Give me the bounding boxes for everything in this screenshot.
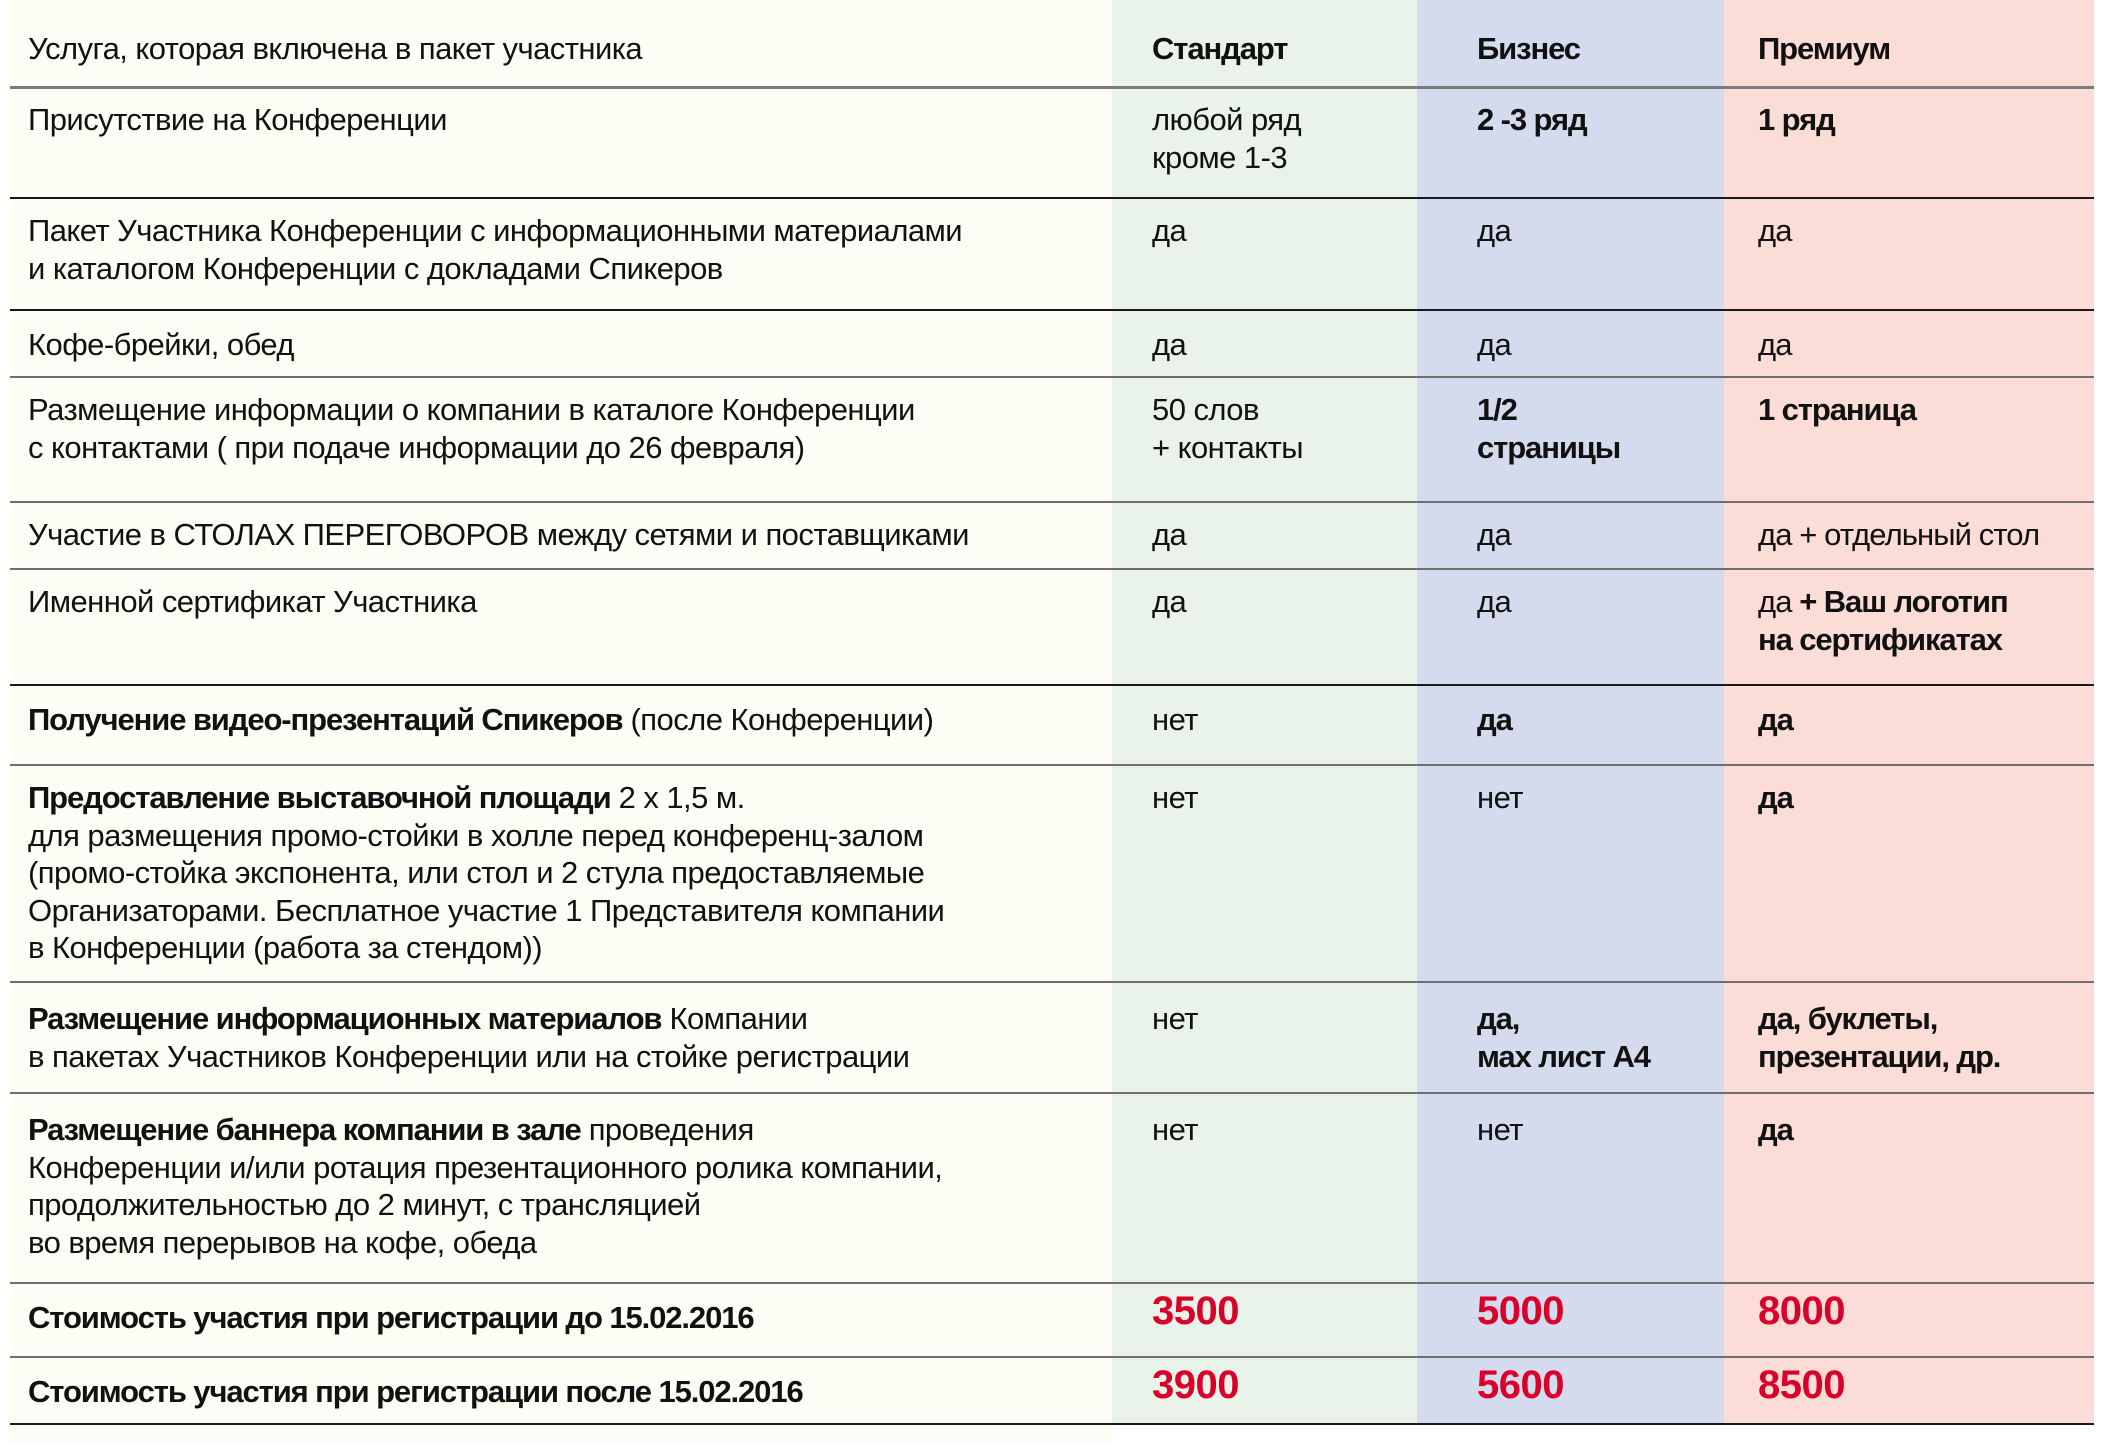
cell-text: на сертификатах	[1758, 621, 2002, 657]
row-separator	[10, 1356, 2094, 1358]
cell-text: презентации, др.	[1758, 1038, 2001, 1074]
table-row	[10, 1093, 2094, 1283]
cell-line	[1758, 391, 2094, 429]
row-separator	[10, 684, 2094, 686]
cell-line	[1152, 779, 1422, 817]
cell-line	[28, 429, 1118, 467]
cell-line	[1477, 429, 1727, 467]
cell-line	[1758, 1000, 2094, 1038]
cell-text: + контакты	[1152, 429, 1303, 465]
cell-text: Стоимость участия при регистрации после 15.02.2016	[28, 1374, 803, 1409]
cell-text: для размещения промо-стойки в холле перед конференц-залом	[28, 817, 924, 853]
cell-line	[28, 817, 1118, 855]
cell-line	[1152, 139, 1422, 177]
cell-line	[1477, 1363, 1727, 1407]
cell-standard	[1152, 569, 1422, 685]
cell-line	[28, 250, 1118, 288]
cell-line	[28, 1186, 1118, 1224]
cell-line	[1152, 583, 1422, 621]
cell-text: да,	[1477, 1001, 1520, 1036]
cell-line	[1152, 429, 1422, 467]
cell-line	[1477, 326, 1727, 364]
cell-text: Размещение информационных материалов	[28, 1001, 662, 1036]
cell-premium	[1758, 1283, 2094, 1357]
cell-text: да	[1477, 327, 1512, 362]
cell-service	[28, 569, 1118, 685]
cell-line	[28, 1111, 1118, 1149]
cell-service	[28, 198, 1118, 310]
cell-line	[1758, 1111, 2094, 1149]
cell-text: нет	[1152, 1001, 1198, 1036]
cell-premium	[1758, 685, 2094, 765]
cell-line	[1152, 212, 1422, 250]
header-separator	[10, 86, 2094, 89]
cell-line	[1758, 101, 2094, 139]
cell-line	[28, 1373, 1118, 1411]
cell-premium	[1758, 502, 2094, 569]
cell-line	[28, 583, 1118, 621]
cell-text: нет	[1152, 702, 1198, 737]
header-business	[1477, 0, 1727, 87]
cell-business	[1477, 377, 1727, 502]
cell-line	[1152, 1111, 1422, 1149]
cell-service	[28, 377, 1118, 502]
cell-standard	[1152, 377, 1422, 502]
cell-text: да + отдельный стол	[1758, 517, 2040, 552]
row-separator	[10, 197, 2094, 199]
cell-line	[28, 929, 1118, 967]
cell-text: Конференции и/или ротация презентационного ролика компании,	[28, 1149, 943, 1185]
cell-standard	[1152, 198, 1422, 310]
table-bottom-border	[10, 1423, 2094, 1425]
cell-text: да	[1152, 584, 1187, 619]
cell-premium	[1758, 982, 2094, 1093]
cell-line	[1477, 1000, 1727, 1038]
table-row	[10, 569, 2094, 685]
cell-line	[1758, 212, 2094, 250]
cell-text: Стоимость участия при регистрации до 15.02.2016	[28, 1300, 754, 1335]
price-value: 5600	[1477, 1363, 1564, 1407]
cell-business	[1477, 502, 1727, 569]
cell-text: с контактами ( при подаче информации до 26 февраля)	[28, 429, 805, 465]
cell-text: Размещение информации о компании в каталоге Конференции	[28, 392, 915, 427]
cell-line	[1758, 779, 2094, 817]
price-value: 3500	[1152, 1289, 1239, 1333]
cell-text: страницы	[1477, 429, 1621, 465]
cell-line	[28, 1000, 1118, 1038]
header-standard	[1152, 0, 1422, 87]
cell-text: Присутствие на Конференции	[28, 102, 447, 137]
cell-text: Компании	[661, 1001, 808, 1036]
row-separator	[10, 764, 2094, 766]
cell-service	[28, 685, 1118, 765]
cell-line	[1477, 391, 1727, 429]
cell-line	[1152, 1000, 1422, 1038]
cell-text: да	[1152, 327, 1187, 362]
cell-line	[28, 1149, 1118, 1187]
table-row	[10, 765, 2094, 982]
cell-line	[28, 212, 1118, 250]
cell-line	[1758, 583, 2094, 621]
cell-line	[1758, 621, 2094, 659]
cell-line	[28, 1038, 1118, 1076]
header-service	[28, 0, 1118, 87]
cell-text: да	[1477, 213, 1512, 248]
cell-text: проведения	[580, 1112, 754, 1147]
cell-text: 50 слов	[1152, 392, 1259, 427]
cell-text: да, буклеты,	[1758, 1001, 1938, 1036]
cell-text: Организаторами. Бесплатное участие 1 Представителя компании	[28, 892, 945, 928]
cell-text: да	[1477, 702, 1512, 737]
cell-line	[28, 326, 1118, 364]
cell-premium	[1758, 87, 2094, 198]
cell-text: Участие в СТОЛАХ ПЕРЕГОВОРОВ между сетями и поставщиками	[28, 517, 969, 552]
cell-line	[28, 516, 1118, 554]
cell-premium	[1758, 765, 2094, 982]
cell-premium	[1758, 198, 2094, 310]
cell-line	[1477, 212, 1727, 250]
cell-standard	[1152, 982, 1422, 1093]
cell-text: Размещение баннера компании в зале	[28, 1112, 581, 1147]
cell-premium	[1758, 1357, 2094, 1424]
cell-line	[1758, 1363, 2094, 1407]
table-row	[10, 310, 2094, 377]
cell-line	[1477, 1289, 1727, 1333]
cell-business	[1477, 569, 1727, 685]
cell-text: в Конференции (работа за стендом))	[28, 930, 543, 965]
cell-text: Получение видео-презентаций Спикеров	[28, 702, 623, 737]
cell-service	[28, 1357, 1118, 1424]
cell-text: да	[1758, 584, 1800, 619]
cell-premium	[1758, 377, 2094, 502]
cell-text: да	[1758, 213, 1792, 248]
row-separator	[10, 376, 2094, 378]
cell-text: 1 ряд	[1758, 102, 1835, 137]
cell-text: нет	[1152, 1112, 1198, 1147]
table-row	[10, 198, 2094, 310]
cell-service	[28, 765, 1118, 982]
cell-text: (промо-стойка экспонента, или стол и 2 стула предоставляемые	[28, 855, 925, 890]
price-value: 8500	[1758, 1363, 1845, 1407]
cell-line	[1477, 779, 1727, 817]
cell-text: и каталогом Конференции с докладами Спикеров	[28, 250, 723, 286]
header-premium	[1758, 0, 2094, 87]
cell-line	[1152, 1289, 1422, 1333]
cell-line	[1477, 701, 1727, 739]
cell-text: нет	[1152, 780, 1198, 815]
cell-text: во время перерывов на кофе, обеда	[28, 1224, 537, 1260]
cell-line	[1758, 701, 2094, 739]
cell-line	[28, 391, 1118, 429]
cell-line	[28, 892, 1118, 930]
cell-text: да	[1758, 780, 1793, 815]
cell-line	[1477, 101, 1727, 139]
cell-line	[1152, 701, 1422, 739]
header-row	[10, 0, 2094, 87]
table-row	[10, 1357, 2094, 1424]
cell-text: + Ваш логотип	[1799, 584, 2008, 619]
cell-text: 1 страница	[1758, 392, 1916, 427]
cell-text: Предоставление выставочной площади	[28, 780, 611, 815]
row-separator	[10, 501, 2094, 503]
cell-line	[28, 101, 1118, 139]
cell-standard	[1152, 1283, 1422, 1357]
cell-text: Пакет Участника Конференции с информационными материалами	[28, 213, 963, 248]
cell-text: в пакетах Участников Конференции или на стойке регистрации	[28, 1038, 910, 1074]
cell-standard	[1152, 1093, 1422, 1283]
cell-text: да	[1477, 584, 1512, 619]
cell-line	[1758, 1289, 2094, 1333]
cell-line	[1152, 101, 1422, 139]
cell-text: 1/2	[1477, 392, 1517, 427]
price-value: 8000	[1758, 1289, 1845, 1333]
cell-text: 2 х 1,5 м.	[610, 780, 745, 815]
cell-premium	[1758, 1093, 2094, 1283]
cell-text: да	[1758, 702, 1793, 737]
table-row	[10, 377, 2094, 502]
cell-line	[1758, 516, 2094, 554]
cell-business	[1477, 310, 1727, 377]
cell-text: любой ряд	[1152, 102, 1302, 137]
cell-text: 2 -3 ряд	[1477, 102, 1587, 137]
row-separator	[10, 981, 2094, 983]
table-row	[10, 685, 2094, 765]
cell-service	[28, 1093, 1118, 1283]
cell-business	[1477, 1093, 1727, 1283]
cell-business	[1477, 87, 1727, 198]
cell-line	[1152, 391, 1422, 429]
cell-service	[28, 982, 1118, 1093]
header-service-label: Услуга, которая включена в пакет участника	[28, 31, 643, 66]
cell-text: да	[1758, 327, 1792, 362]
cell-line	[1477, 1038, 1727, 1076]
cell-line	[1477, 583, 1727, 621]
cell-premium	[1758, 310, 2094, 377]
cell-service	[28, 1283, 1118, 1357]
header-standard-label: Стандарт	[1152, 31, 1288, 66]
table-row	[10, 1283, 2094, 1357]
cell-line	[28, 1299, 1118, 1337]
cell-standard	[1152, 502, 1422, 569]
row-separator	[10, 309, 2094, 311]
cell-line	[1152, 516, 1422, 554]
row-separator	[10, 1282, 2094, 1284]
cell-text: Именной сертификат Участника	[28, 584, 477, 619]
cell-line	[1758, 1038, 2094, 1076]
cell-line	[28, 701, 1118, 739]
cell-business	[1477, 982, 1727, 1093]
price-value: 5000	[1477, 1289, 1564, 1333]
cell-text: кроме 1-3	[1152, 139, 1288, 175]
cell-business	[1477, 765, 1727, 982]
cell-standard	[1152, 685, 1422, 765]
cell-line	[28, 854, 1118, 892]
cell-standard	[1152, 765, 1422, 982]
cell-service	[28, 87, 1118, 198]
cell-text: Кофе-брейки, обед	[28, 327, 294, 362]
cell-text: (после Конференции)	[622, 702, 934, 737]
cell-standard	[1152, 310, 1422, 377]
cell-text: нет	[1477, 1112, 1523, 1147]
cell-standard	[1152, 1357, 1422, 1424]
cell-text: мах лист А4	[1477, 1038, 1650, 1074]
cell-line	[1477, 516, 1727, 554]
table-row	[10, 87, 2094, 198]
cell-business	[1477, 1283, 1727, 1357]
cell-premium	[1758, 569, 2094, 685]
cell-text: нет	[1477, 780, 1523, 815]
header-business-label: Бизнес	[1477, 31, 1580, 66]
row-separator	[10, 568, 2094, 570]
header-premium-label: Премиум	[1758, 31, 1891, 66]
row-separator	[10, 1092, 2094, 1094]
cell-line	[1152, 326, 1422, 364]
cell-standard	[1152, 87, 1422, 198]
cell-text: да	[1152, 517, 1187, 552]
cell-line	[28, 779, 1118, 817]
cell-text: да	[1758, 1112, 1793, 1147]
table-row	[10, 982, 2094, 1093]
cell-business	[1477, 685, 1727, 765]
cell-line	[1477, 1111, 1727, 1149]
cell-business	[1477, 198, 1727, 310]
cell-service	[28, 502, 1118, 569]
cell-line	[28, 1224, 1118, 1262]
table-row	[10, 502, 2094, 569]
price-value: 3900	[1152, 1363, 1239, 1407]
cell-text: продолжительностью до 2 минут, с трансляцией	[28, 1187, 701, 1222]
cell-line	[1758, 326, 2094, 364]
cell-text: да	[1477, 517, 1512, 552]
cell-line	[1152, 1363, 1422, 1407]
cell-business	[1477, 1357, 1727, 1424]
cell-text: да	[1152, 213, 1187, 248]
cell-service	[28, 310, 1118, 377]
